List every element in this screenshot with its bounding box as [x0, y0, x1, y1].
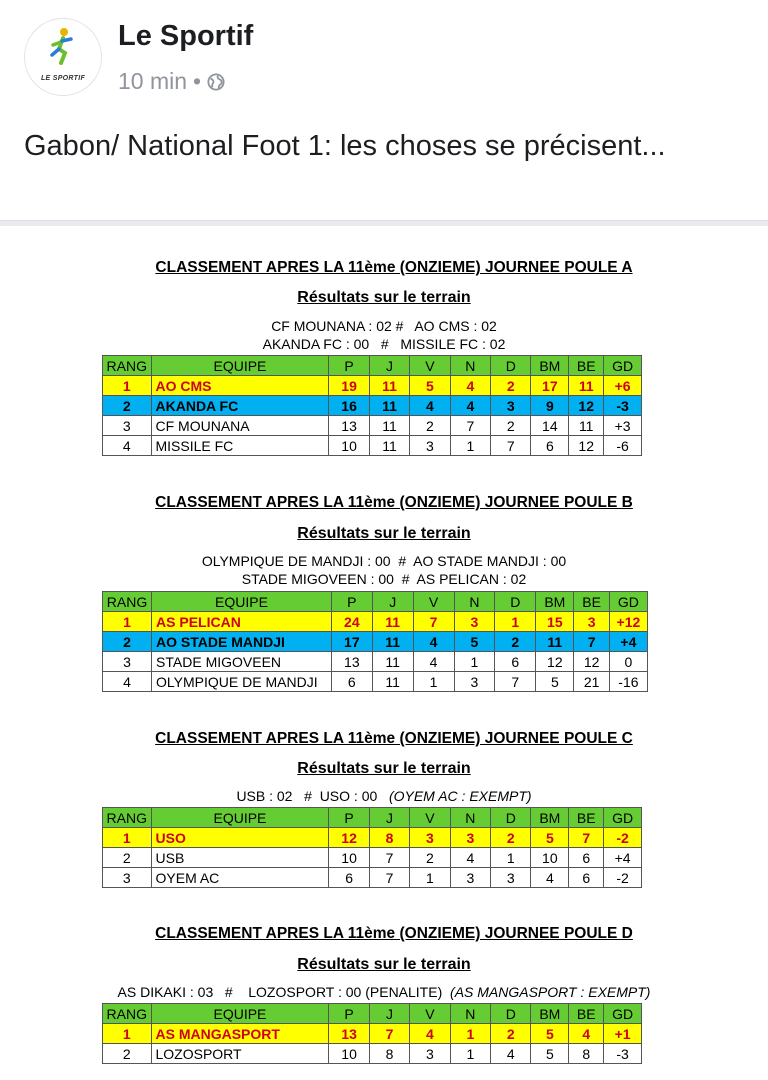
meta-separator: •: [193, 68, 202, 94]
stat-cell: 0: [609, 652, 647, 672]
stat-cell: 12: [569, 396, 604, 416]
column-header: N: [450, 356, 490, 376]
column-header: BM: [531, 1004, 569, 1024]
stat-cell: 4: [410, 396, 450, 416]
column-header: N: [450, 808, 490, 828]
column-header: D: [495, 592, 536, 612]
column-header: RANG: [103, 356, 152, 376]
group-a-result-2: AKANDA FC : 00 # MISSILE FC : 02: [262, 336, 506, 352]
column-header: V: [410, 1004, 450, 1024]
stat-cell: 12: [569, 436, 604, 456]
group-c-result-text: USB : 02 # USO : 00: [236, 788, 389, 804]
group-b-table: [102, 591, 648, 692]
group-c-exempt: (OYEM AC : EXEMPT): [388, 788, 532, 804]
column-header: BE: [569, 356, 604, 376]
stat-cell: 7: [413, 612, 454, 632]
stat-cell: 3: [410, 436, 450, 456]
stat-cell: 10: [329, 1044, 369, 1064]
stat-cell: 1: [454, 652, 495, 672]
stat-cell: 5: [531, 1044, 569, 1064]
stat-cell: 11: [369, 376, 409, 396]
stat-cell: 16: [329, 396, 369, 416]
globe-icon: [207, 73, 225, 91]
stat-cell: 7: [574, 632, 609, 652]
group-d-title: CLASSEMENT APRES LA 11ème (ONZIEME) JOURNEE POULE D: [155, 925, 633, 942]
stat-cell: 4: [413, 632, 454, 652]
team-name: AS MANGASPORT: [151, 1024, 329, 1044]
team-name: AS PELICAN: [152, 612, 332, 632]
stat-cell: 4: [569, 1024, 604, 1044]
team-name: AO CMS: [151, 376, 329, 396]
stat-cell: 1: [450, 1024, 490, 1044]
stat-cell: 2: [410, 416, 450, 436]
column-header: GD: [604, 1004, 642, 1024]
stat-cell: +6: [604, 376, 642, 396]
group-a-table: [102, 355, 642, 456]
stat-cell: -2: [604, 868, 642, 888]
column-header: N: [454, 592, 495, 612]
stat-cell: +12: [609, 612, 647, 632]
stat-cell: 24: [331, 612, 372, 632]
table-header-row: [103, 808, 642, 828]
group-b-title: CLASSEMENT APRES LA 11ème (ONZIEME) JOURNEE POULE B: [155, 494, 633, 511]
group-b-subtitle: Résultats sur le terrain: [297, 525, 471, 542]
stat-cell: 3: [454, 612, 495, 632]
group-a-subtitle: Résultats sur le terrain: [297, 289, 471, 306]
team-name: OLYMPIQUE DE MANDJI: [152, 672, 332, 692]
column-header: P: [331, 592, 372, 612]
table-row: [103, 612, 648, 632]
group-d-exempt: (AS MANGASPORT : EXEMPT): [450, 984, 651, 1000]
stat-cell: 19: [329, 376, 369, 396]
stat-cell: 3: [103, 652, 152, 672]
table-header-row: [103, 1004, 642, 1024]
stat-cell: 7: [369, 848, 409, 868]
team-name: OYEM AC: [151, 868, 329, 888]
column-header: BE: [569, 1004, 604, 1024]
column-header: EQUIPE: [151, 808, 329, 828]
team-name: CF MOUNANA: [151, 416, 329, 436]
column-header: BE: [574, 592, 609, 612]
stat-cell: 12: [329, 828, 369, 848]
stat-cell: 11: [372, 652, 413, 672]
group-c-table: [102, 807, 642, 888]
group-d-table: [102, 1003, 642, 1064]
stat-cell: 11: [536, 632, 574, 652]
stat-cell: 3: [450, 868, 490, 888]
stat-cell: 2: [103, 632, 152, 652]
column-header: P: [329, 1004, 369, 1024]
stat-cell: 1: [495, 612, 536, 632]
table-row: [103, 652, 648, 672]
post-meta: [118, 68, 225, 95]
stat-cell: 2: [495, 632, 536, 652]
stat-cell: 4: [491, 1044, 531, 1064]
stat-cell: 4: [413, 652, 454, 672]
column-header: BM: [531, 808, 569, 828]
stat-cell: 10: [329, 848, 369, 868]
stat-cell: 2: [491, 376, 531, 396]
group-a-result-1: CF MOUNANA : 02 # AO CMS : 02: [271, 318, 497, 334]
post-text: Gabon/ National Foot 1: les choses se précisent...: [24, 130, 666, 162]
stat-cell: 5: [410, 376, 450, 396]
column-header: J: [369, 356, 409, 376]
column-header: GD: [604, 356, 642, 376]
stat-cell: 8: [369, 1044, 409, 1064]
stat-cell: 1: [450, 436, 490, 456]
stat-cell: 6: [329, 868, 369, 888]
stat-cell: 9: [531, 396, 569, 416]
stat-cell: 1: [103, 828, 152, 848]
stat-cell: +1: [604, 1024, 642, 1044]
group-b-result-2: STADE MIGOVEEN : 00 # AS PELICAN : 02: [241, 571, 527, 587]
stat-cell: 3: [103, 868, 152, 888]
stat-cell: 11: [369, 396, 409, 416]
stat-cell: 3: [103, 416, 152, 436]
column-header: GD: [609, 592, 647, 612]
table-row: [103, 376, 642, 396]
team-name: MISSILE FC: [151, 436, 329, 456]
stat-cell: 4: [103, 672, 152, 692]
column-header: RANG: [103, 808, 152, 828]
column-header: P: [329, 356, 369, 376]
stat-cell: 5: [454, 632, 495, 652]
group-d-result-text: AS DIKAKI : 03 # LOZOSPORT : 00 (PENALITE): [117, 984, 451, 1000]
column-header: RANG: [103, 1004, 152, 1024]
stat-cell: +3: [604, 416, 642, 436]
stat-cell: 4: [450, 396, 490, 416]
stat-cell: 4: [531, 868, 569, 888]
stat-cell: 7: [450, 416, 490, 436]
stat-cell: 7: [369, 868, 409, 888]
group-d-result: [0, 984, 768, 1000]
table-row: [103, 1044, 642, 1064]
stat-cell: 5: [531, 828, 569, 848]
stat-cell: 2: [103, 396, 152, 416]
stat-cell: 11: [569, 376, 604, 396]
avatar-label: LE SPORTIF: [40, 75, 86, 82]
group-a-title: CLASSEMENT APRES LA 11ème (ONZIEME) JOURNEE POULE A: [155, 259, 633, 276]
stat-cell: +4: [609, 632, 647, 652]
stat-cell: 6: [569, 868, 604, 888]
column-header: BM: [536, 592, 574, 612]
stat-cell: 2: [103, 1044, 152, 1064]
column-header: EQUIPE: [152, 592, 332, 612]
post-time[interactable]: 10 min: [118, 68, 188, 94]
stat-cell: 11: [369, 416, 409, 436]
stat-cell: 5: [536, 672, 574, 692]
table-row: [103, 396, 642, 416]
stat-cell: 11: [369, 436, 409, 456]
stat-cell: 6: [531, 436, 569, 456]
table-header-row: [103, 592, 648, 612]
stat-cell: 5: [531, 1024, 569, 1044]
stat-cell: 12: [574, 652, 609, 672]
group-d-subtitle: Résultats sur le terrain: [297, 956, 471, 973]
stat-cell: 17: [331, 632, 372, 652]
column-header: EQUIPE: [151, 356, 329, 376]
stat-cell: 6: [331, 672, 372, 692]
column-header: N: [450, 1004, 490, 1024]
stat-cell: 21: [574, 672, 609, 692]
stat-cell: -3: [604, 1044, 642, 1064]
stat-cell: 14: [531, 416, 569, 436]
table-row: [103, 672, 648, 692]
page-name[interactable]: Le Sportif: [118, 20, 254, 52]
stat-cell: 4: [450, 848, 490, 868]
column-header: D: [491, 808, 531, 828]
stat-cell: 1: [413, 672, 454, 692]
table-row: [103, 1024, 642, 1044]
stat-cell: 1: [410, 868, 450, 888]
column-header: J: [369, 1004, 409, 1024]
stat-cell: 3: [410, 1044, 450, 1064]
stat-cell: 7: [495, 672, 536, 692]
table-row: [103, 868, 642, 888]
stat-cell: 8: [369, 828, 409, 848]
column-header: J: [369, 808, 409, 828]
stat-cell: 13: [329, 416, 369, 436]
column-header: D: [491, 356, 531, 376]
stat-cell: 10: [531, 848, 569, 868]
stat-cell: 13: [331, 652, 372, 672]
stat-cell: 11: [372, 612, 413, 632]
runner-logo-icon: [47, 27, 77, 67]
stat-cell: 7: [569, 828, 604, 848]
stat-cell: 12: [536, 652, 574, 672]
table-row: [103, 828, 642, 848]
column-header: V: [410, 808, 450, 828]
stat-cell: 3: [574, 612, 609, 632]
stat-cell: 2: [491, 416, 531, 436]
table-row: [103, 416, 642, 436]
table-header-row: [103, 356, 642, 376]
stat-cell: 7: [491, 436, 531, 456]
stat-cell: 3: [491, 396, 531, 416]
stat-cell: 6: [569, 848, 604, 868]
column-header: EQUIPE: [151, 1004, 329, 1024]
group-b-result-1: OLYMPIQUE DE MANDJI : 00 # AO STADE MANDJI : 00: [201, 553, 567, 569]
column-header: RANG: [103, 592, 152, 612]
stat-cell: 3: [491, 868, 531, 888]
team-name: AKANDA FC: [151, 396, 329, 416]
column-header: J: [372, 592, 413, 612]
team-name: USO: [151, 828, 329, 848]
stat-cell: 7: [369, 1024, 409, 1044]
stat-cell: 4: [103, 436, 152, 456]
stat-cell: 13: [329, 1024, 369, 1044]
stat-cell: 2: [491, 1024, 531, 1044]
stat-cell: 8: [569, 1044, 604, 1064]
stat-cell: -2: [604, 828, 642, 848]
table-row: [103, 436, 642, 456]
column-header: D: [491, 1004, 531, 1024]
stat-cell: 2: [103, 848, 152, 868]
stat-cell: 2: [410, 848, 450, 868]
column-header: GD: [604, 808, 642, 828]
stat-cell: 1: [103, 376, 152, 396]
column-header: V: [410, 356, 450, 376]
page-avatar[interactable]: [24, 18, 102, 96]
stat-cell: 3: [410, 828, 450, 848]
team-name: AO STADE MANDJI: [152, 632, 332, 652]
stat-cell: 6: [495, 652, 536, 672]
stat-cell: 17: [531, 376, 569, 396]
stat-cell: -3: [604, 396, 642, 416]
stat-cell: 10: [329, 436, 369, 456]
group-c-subtitle: Résultats sur le terrain: [297, 760, 471, 777]
stat-cell: 11: [372, 632, 413, 652]
team-name: LOZOSPORT: [151, 1044, 329, 1064]
stat-cell: 2: [491, 828, 531, 848]
post-header: [0, 0, 768, 221]
stat-cell: 4: [450, 376, 490, 396]
stat-cell: -16: [609, 672, 647, 692]
stat-cell: -6: [604, 436, 642, 456]
stat-cell: +4: [604, 848, 642, 868]
stat-cell: 15: [536, 612, 574, 632]
column-header: BM: [531, 356, 569, 376]
stat-cell: 1: [103, 1024, 152, 1044]
table-row: [103, 632, 648, 652]
post-image[interactable]: [0, 226, 768, 1080]
group-c-result: [0, 788, 768, 804]
stat-cell: 3: [454, 672, 495, 692]
stat-cell: 11: [372, 672, 413, 692]
stat-cell: 1: [450, 1044, 490, 1064]
column-header: P: [329, 808, 369, 828]
group-c-title: CLASSEMENT APRES LA 11ème (ONZIEME) JOURNEE POULE C: [155, 730, 633, 747]
stat-cell: 3: [450, 828, 490, 848]
stat-cell: 4: [410, 1024, 450, 1044]
stat-cell: 11: [569, 416, 604, 436]
team-name: USB: [151, 848, 329, 868]
column-header: BE: [569, 808, 604, 828]
stat-cell: 1: [491, 848, 531, 868]
stat-cell: 1: [103, 612, 152, 632]
table-row: [103, 848, 642, 868]
team-name: STADE MIGOVEEN: [152, 652, 332, 672]
column-header: V: [413, 592, 454, 612]
